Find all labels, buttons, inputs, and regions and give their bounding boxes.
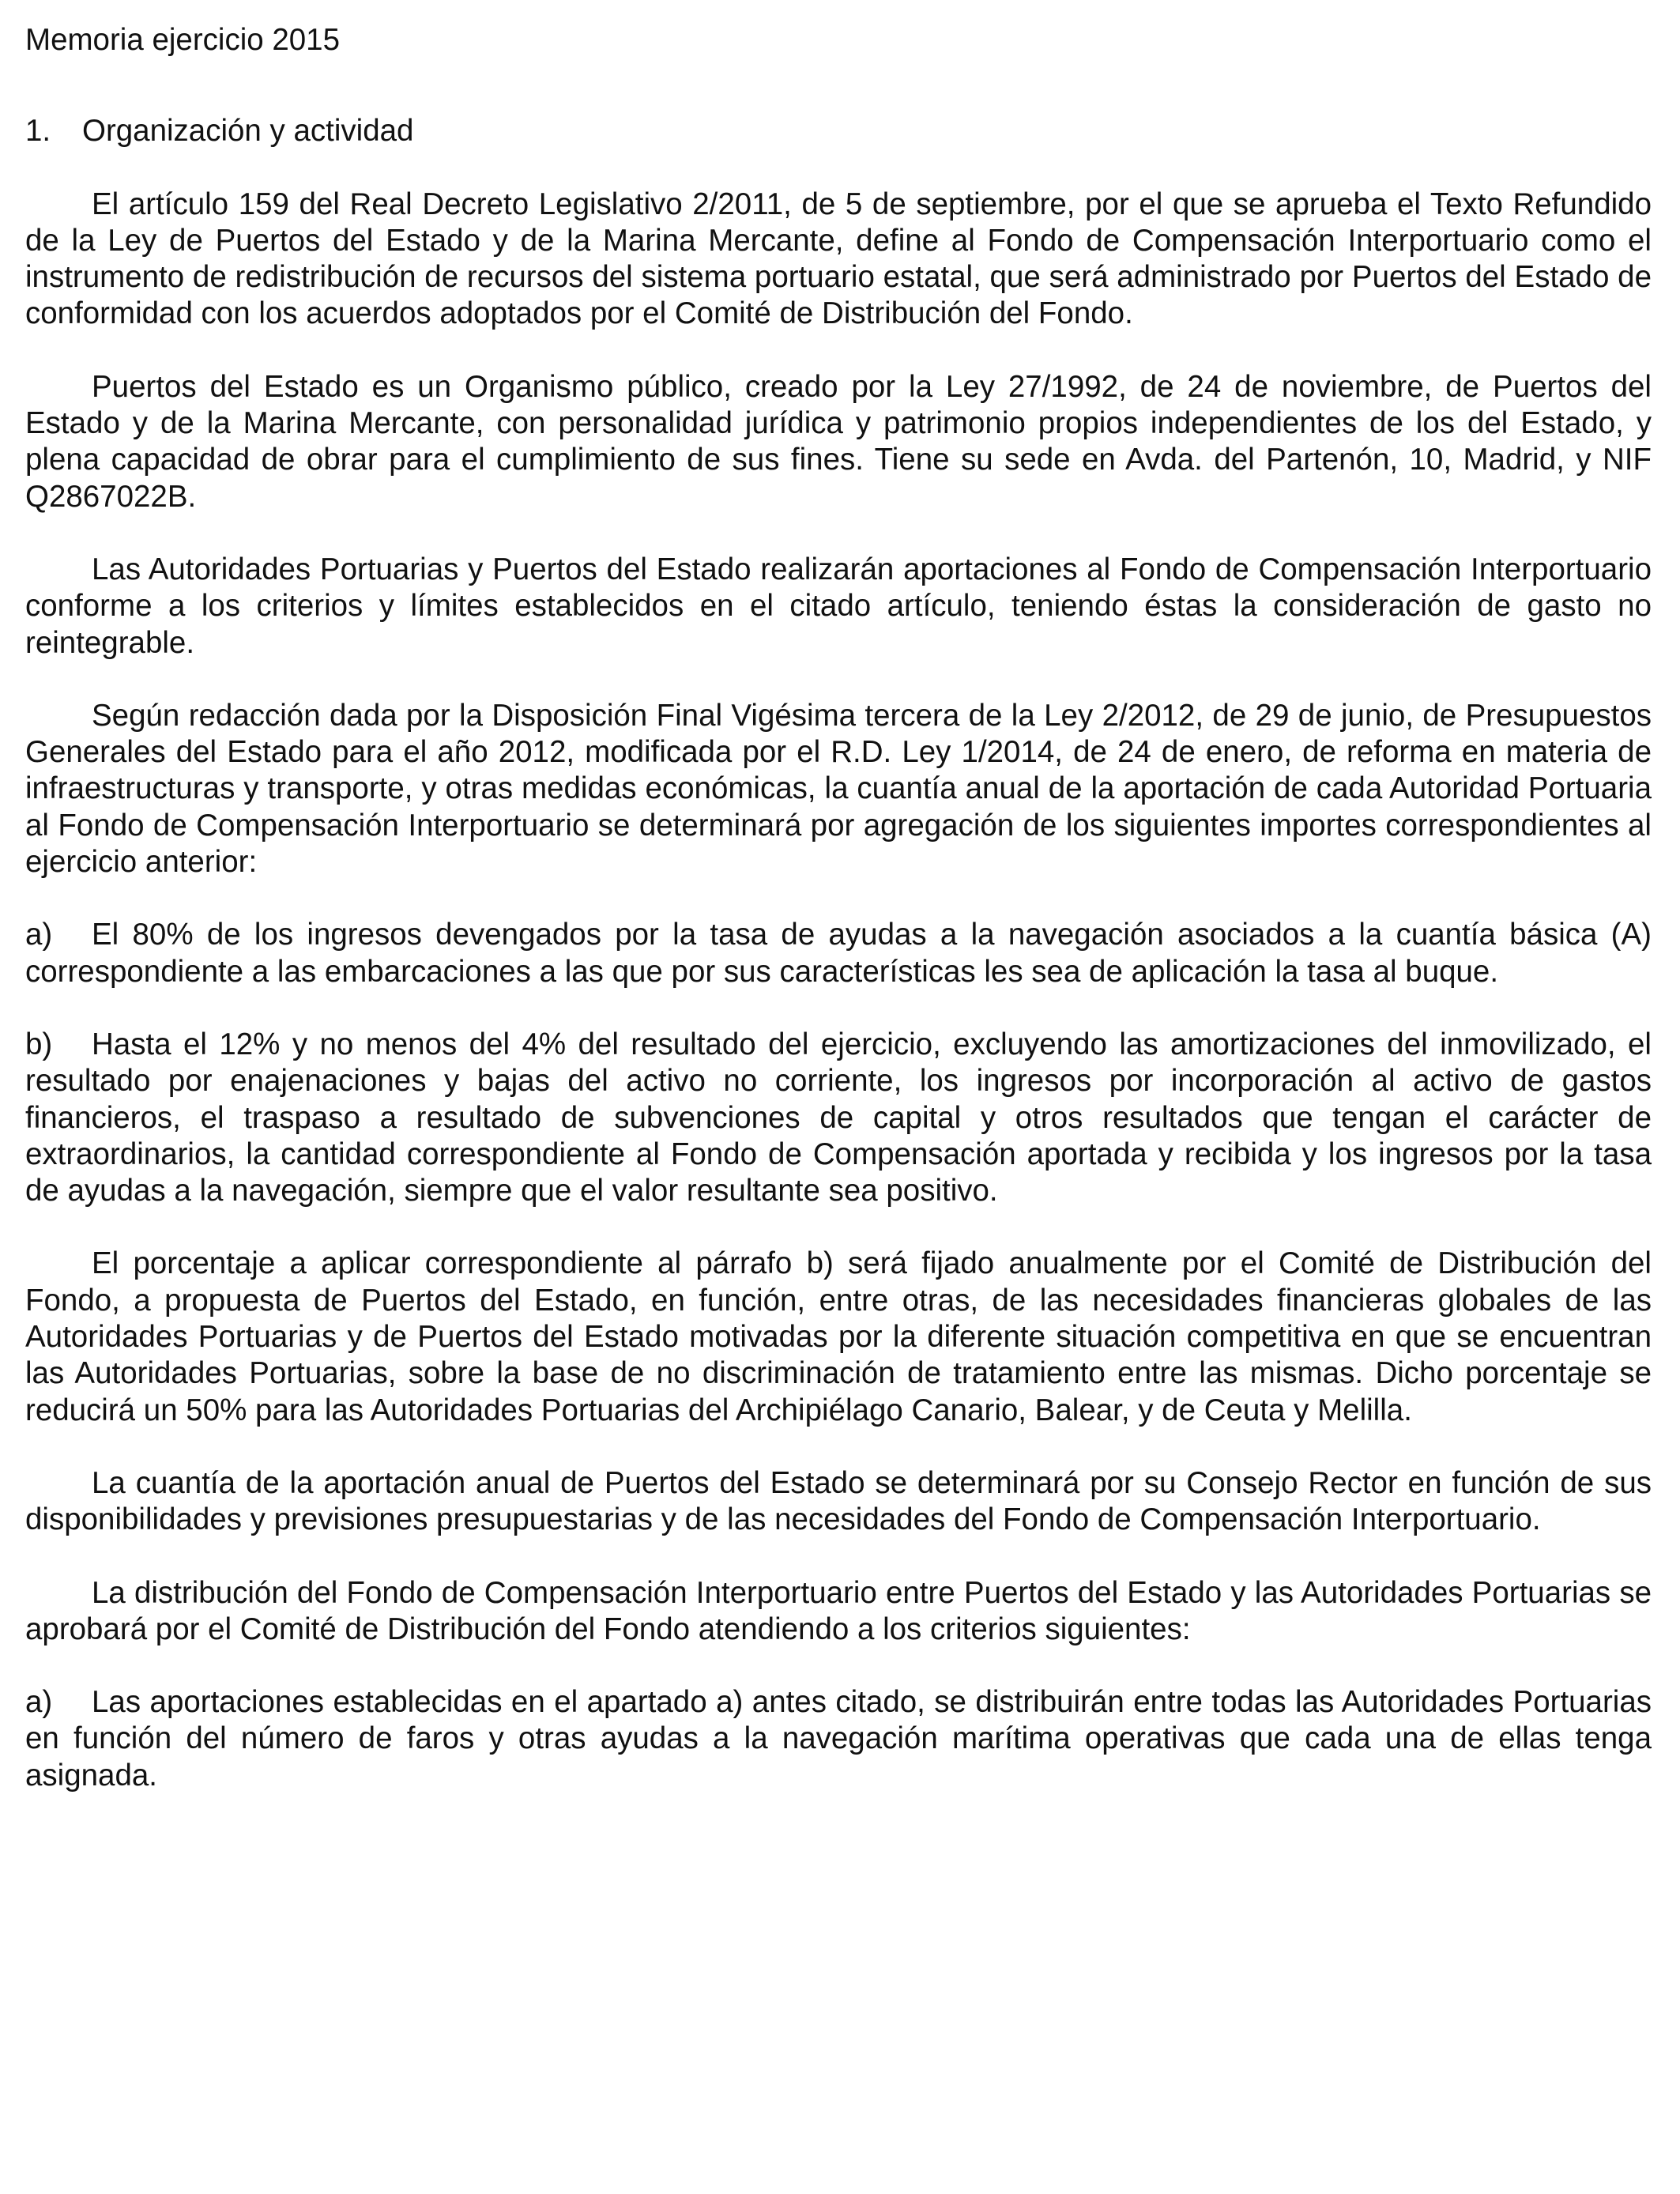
paragraph-distribucion: La distribución del Fondo de Compensación Interportuario entre Puertos del Estado y las Autoridades Portuarias se aprobará por el Comité de Distribución del Fondo atendiendo a los criterios siguientes:	[25, 1575, 1652, 1646]
list-item-distribucion-a	[25, 1684, 1652, 1794]
list-item-text: Hasta el 12% y no menos del 4% del resultado del ejercicio, excluyendo las amortizaciones del inmovilizado, el resultado por enajenaciones y bajas del activo no corriente, los ingresos por incorporación al activo de gastos financieros, el traspaso a resultado de subvenciones de capital y otros resultados que tengan el carácter de extraordinarios, la cantidad correspondiente al Fondo de Compensación aportada y recibida y los ingresos por la tasa de ayudas a la navegación, siempre que el valor resultante sea positivo.	[25, 1027, 1652, 1208]
list-item-text: El 80% de los ingresos devengados por la tasa de ayudas a la navegación asociados a la cuantía básica (A) correspondiente a las embarcaciones a las que por sus características les sea de aplicación la tasa al buque.	[25, 918, 1652, 989]
list-item-text: Las aportaciones establecidas en el apartado a) antes citado, se distribuirán entre todas las Autoridades Portuarias en función del número de faros y otras ayudas a la navegación marítima operativas que cada una de ellas tenga asignada.	[25, 1685, 1652, 1793]
section-number: 1.	[25, 114, 51, 149]
paragraph-cuantia-anual: Según redacción dada por la Disposición Final Vigésima tercera de la Ley 2/2012, de 29 de junio, de Presupuestos Generales del Estado para el año 2012, modificada por el R.D. Ley 1/2014, de 24 de enero, de reforma en materia de infraestructuras y transporte, y otras medidas económicas, la cuantía anual de la aportación de cada Autoridad Portuaria al Fondo de Compensación Interportuario se determinará por agregación de los siguientes importes correspondientes al ejercicio anterior:	[25, 698, 1652, 880]
document-page	[25, 22, 1652, 1794]
list-item-b	[25, 1027, 1652, 1209]
list-marker: a)	[25, 918, 53, 952]
section-heading	[25, 113, 1652, 149]
paragraph-porcentaje: El porcentaje a aplicar correspondiente al párrafo b) será fijado anualmente por el Comité de Distribución del Fondo, a propuesta de Puertos del Estado, en función, entre otras, de las necesidades financieras globales de las Autoridades Portuarias y de Puertos del Estado motivadas por la diferente situación competitiva en que se encuentran las Autoridades Portuarias, sobre la base de no discriminación de tratamiento entre las mismas. Dicho porcentaje se reducirá un 50% para las Autoridades Portuarias del Archipiélago Canario, Balear, y de Ceuta y Melilla.	[25, 1246, 1652, 1427]
paragraph-fondo-definition: El artículo 159 del Real Decreto Legislativo 2/2011, de 5 de septiembre, por el que se aprueba el Texto Refundido de la Ley de Puertos del Estado y de la Marina Mercante, define al Fondo de Compensación Interportuario como el instrumento de redistribución de recursos del sistema portuario estatal, que será administrado por Puertos del Estado de conformidad con los acuerdos adoptados por el Comité de Distribución del Fondo.	[25, 187, 1652, 331]
paragraph-puertos-del-estado: Puertos del Estado es un Organismo público, creado por la Ley 27/1992, de 24 de noviembre, de Puertos del Estado y de la Marina Mercante, con personalidad jurídica y patrimonio propios independientes de los del Estado, y plena capacidad de obrar para el cumplimiento de sus fines. Tiene su sede en Avda. del Partenón, 10, Madrid, y NIF Q2867022B.	[25, 369, 1652, 514]
list-item-a	[25, 917, 1652, 990]
paragraph-aportaciones: Las Autoridades Portuarias y Puertos del Estado realizarán aportaciones al Fondo de Compensación Interportuario conforme a los criterios y límites establecidos en el citado artículo, teniendo éstas la consideración de gasto no reintegrable.	[25, 552, 1652, 660]
list-marker: a)	[25, 1685, 53, 1720]
paragraph-aportacion-puertos: La cuantía de la aportación anual de Puertos del Estado se determinará por su Consejo Rector en función de sus disponibilidades y previsiones presupuestarias y de las necesidades del Fondo de Compensación Interportuario.	[25, 1465, 1652, 1537]
list-marker: b)	[25, 1027, 53, 1061]
document-header: Memoria ejercicio 2015	[25, 23, 341, 57]
section-title: Organización y actividad	[82, 114, 414, 149]
